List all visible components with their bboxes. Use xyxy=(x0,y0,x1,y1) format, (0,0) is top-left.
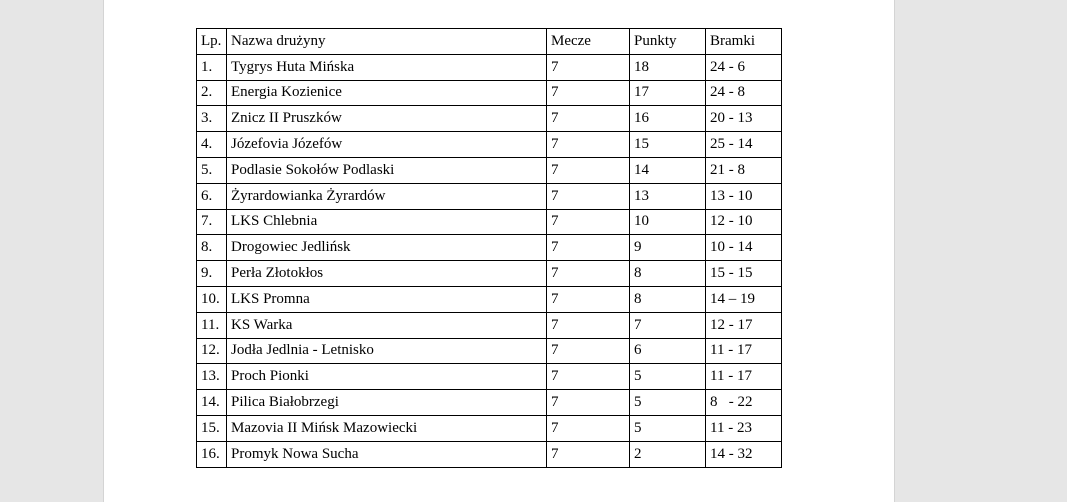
cell-goals: 25 - 14 xyxy=(706,132,782,158)
cell-points: 17 xyxy=(630,80,706,106)
cell-goals: 14 - 32 xyxy=(706,441,782,467)
cell-lp: 12. xyxy=(197,338,227,364)
cell-points: 8 xyxy=(630,286,706,312)
cell-goals: 8 - 22 xyxy=(706,390,782,416)
header-goals: Bramki xyxy=(706,29,782,55)
cell-matches: 7 xyxy=(547,312,630,338)
cell-team-name: Podlasie Sokołów Podlaski xyxy=(227,157,547,183)
cell-matches: 7 xyxy=(547,54,630,80)
cell-matches: 7 xyxy=(547,183,630,209)
table-row xyxy=(197,415,782,441)
cell-goals: 20 - 13 xyxy=(706,106,782,132)
cell-points: 14 xyxy=(630,157,706,183)
cell-team-name: Drogowiec Jedlińsk xyxy=(227,235,547,261)
cell-lp: 13. xyxy=(197,364,227,390)
cell-team-name: Perła Złotokłos xyxy=(227,261,547,287)
cell-points: 5 xyxy=(630,390,706,416)
table-body xyxy=(197,54,782,467)
cell-matches: 7 xyxy=(547,415,630,441)
cell-lp: 6. xyxy=(197,183,227,209)
cell-matches: 7 xyxy=(547,132,630,158)
table-row xyxy=(197,261,782,287)
cell-matches: 7 xyxy=(547,390,630,416)
cell-lp: 2. xyxy=(197,80,227,106)
cell-goals: 11 - 23 xyxy=(706,415,782,441)
table-row xyxy=(197,312,782,338)
cell-team-name: LKS Chlebnia xyxy=(227,209,547,235)
header-team-name: Nazwa drużyny xyxy=(227,29,547,55)
cell-points: 10 xyxy=(630,209,706,235)
table-row xyxy=(197,441,782,467)
cell-matches: 7 xyxy=(547,364,630,390)
cell-goals: 24 - 6 xyxy=(706,54,782,80)
cell-lp: 10. xyxy=(197,286,227,312)
cell-lp: 4. xyxy=(197,132,227,158)
document-page xyxy=(103,0,895,502)
cell-goals: 11 - 17 xyxy=(706,364,782,390)
cell-matches: 7 xyxy=(547,209,630,235)
cell-goals: 15 - 15 xyxy=(706,261,782,287)
cell-goals: 21 - 8 xyxy=(706,157,782,183)
cell-matches: 7 xyxy=(547,286,630,312)
cell-points: 18 xyxy=(630,54,706,80)
cell-matches: 7 xyxy=(547,261,630,287)
table-row xyxy=(197,80,782,106)
cell-goals: 12 - 10 xyxy=(706,209,782,235)
cell-lp: 15. xyxy=(197,415,227,441)
cell-goals: 10 - 14 xyxy=(706,235,782,261)
cell-team-name: Żyrardowianka Żyrardów xyxy=(227,183,547,209)
cell-points: 2 xyxy=(630,441,706,467)
cell-team-name: Energia Kozienice xyxy=(227,80,547,106)
cell-points: 8 xyxy=(630,261,706,287)
table-row xyxy=(197,209,782,235)
table-row xyxy=(197,54,782,80)
table-row xyxy=(197,390,782,416)
cell-points: 16 xyxy=(630,106,706,132)
cell-matches: 7 xyxy=(547,338,630,364)
cell-lp: 16. xyxy=(197,441,227,467)
cell-team-name: Józefovia Józefów xyxy=(227,132,547,158)
table-row xyxy=(197,132,782,158)
cell-team-name: Pilica Białobrzegi xyxy=(227,390,547,416)
cell-team-name: Promyk Nowa Sucha xyxy=(227,441,547,467)
table-row xyxy=(197,183,782,209)
cell-goals: 13 - 10 xyxy=(706,183,782,209)
cell-points: 9 xyxy=(630,235,706,261)
standings-table xyxy=(196,28,782,468)
table-row xyxy=(197,364,782,390)
cell-lp: 5. xyxy=(197,157,227,183)
header-points: Punkty xyxy=(630,29,706,55)
cell-matches: 7 xyxy=(547,157,630,183)
cell-team-name: Znicz II Pruszków xyxy=(227,106,547,132)
cell-goals: 24 - 8 xyxy=(706,80,782,106)
table-header-row xyxy=(197,29,782,55)
cell-lp: 3. xyxy=(197,106,227,132)
table-row xyxy=(197,338,782,364)
cell-points: 6 xyxy=(630,338,706,364)
cell-points: 13 xyxy=(630,183,706,209)
table-row xyxy=(197,235,782,261)
cell-lp: 1. xyxy=(197,54,227,80)
cell-goals: 14 – 19 xyxy=(706,286,782,312)
cell-lp: 11. xyxy=(197,312,227,338)
cell-goals: 12 - 17 xyxy=(706,312,782,338)
table-row xyxy=(197,106,782,132)
cell-matches: 7 xyxy=(547,106,630,132)
cell-lp: 14. xyxy=(197,390,227,416)
cell-lp: 9. xyxy=(197,261,227,287)
cell-team-name: Tygrys Huta Mińska xyxy=(227,54,547,80)
table-row xyxy=(197,286,782,312)
header-lp: Lp. xyxy=(197,29,227,55)
header-matches: Mecze xyxy=(547,29,630,55)
cell-team-name: Jodła Jedlnia - Letnisko xyxy=(227,338,547,364)
cell-team-name: LKS Promna xyxy=(227,286,547,312)
table-row xyxy=(197,157,782,183)
cell-matches: 7 xyxy=(547,441,630,467)
cell-matches: 7 xyxy=(547,80,630,106)
cell-points: 7 xyxy=(630,312,706,338)
cell-points: 15 xyxy=(630,132,706,158)
cell-team-name: Mazovia II Mińsk Mazowiecki xyxy=(227,415,547,441)
cell-lp: 7. xyxy=(197,209,227,235)
cell-points: 5 xyxy=(630,415,706,441)
cell-lp: 8. xyxy=(197,235,227,261)
cell-matches: 7 xyxy=(547,235,630,261)
cell-team-name: KS Warka xyxy=(227,312,547,338)
cell-points: 5 xyxy=(630,364,706,390)
cell-team-name: Proch Pionki xyxy=(227,364,547,390)
cell-goals: 11 - 17 xyxy=(706,338,782,364)
